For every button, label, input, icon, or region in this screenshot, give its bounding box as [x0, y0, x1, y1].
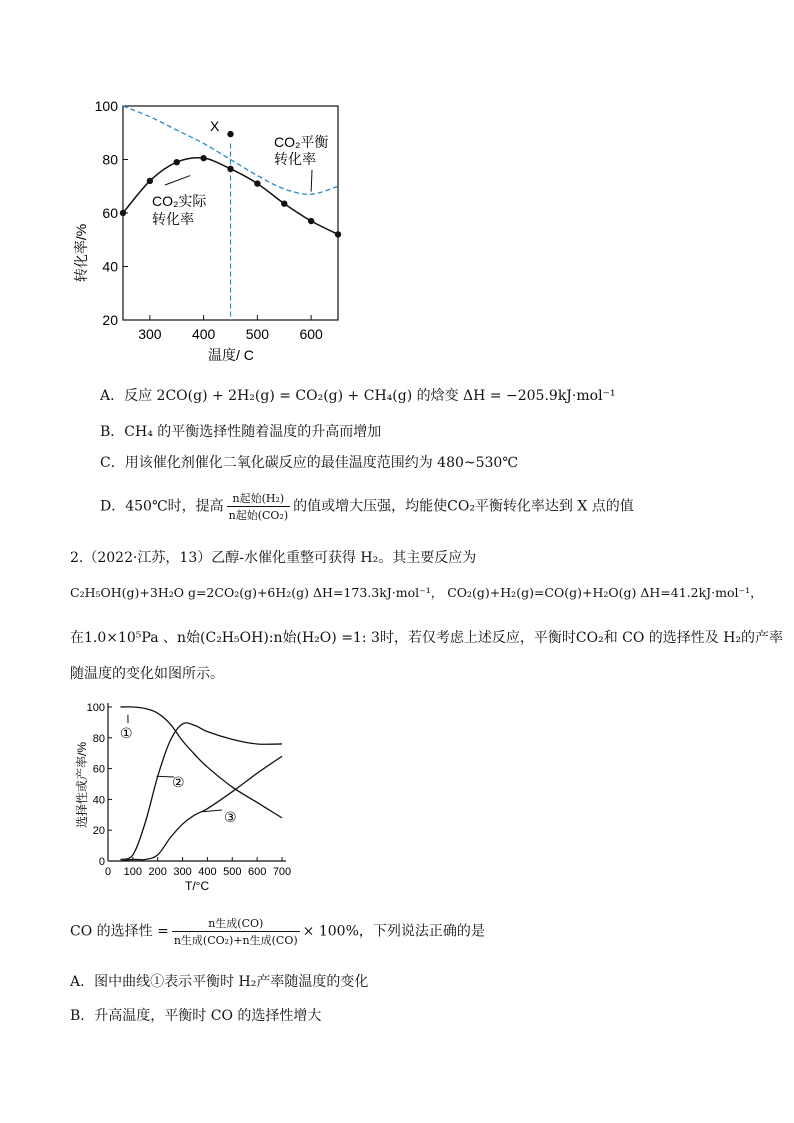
- chart2-xtick-label: 200: [148, 866, 167, 878]
- chart1-actual-point: [254, 180, 260, 186]
- chart2-xtick-label: 0: [104, 866, 112, 878]
- chart2-xtick-label: 400: [198, 866, 217, 878]
- q1-option-d-fraction: $\frac{\text{n起始(H₂)}}{\text{n起始(CO₂)}}$: [228, 492, 289, 522]
- q2-stem-1: 2.（2022·江苏，13）乙醇-水催化重整可获得 H₂。其主要反应为: [70, 550, 477, 566]
- chart2-xtick-label: 500: [223, 866, 242, 878]
- q2-option-b: B．升高温度，平衡时 CO 的选择性增大: [70, 1008, 322, 1024]
- chart2-ytick-label: 20: [92, 825, 105, 838]
- chart2-xtick-label: 100: [123, 866, 143, 878]
- q1-option-b: B．CH₄ 的平衡选择性随着温度的升高而增加: [100, 424, 382, 440]
- chart1-ytick-label: 20: [102, 312, 118, 328]
- chart2-curve-3: [120, 756, 282, 861]
- chart2-ytick-label: 100: [86, 702, 105, 714]
- chart1-xtick-label: 500: [245, 326, 270, 342]
- chart1-ytick-label: 60: [102, 205, 118, 221]
- chart1-actual-point: [281, 200, 287, 206]
- q2-stem-2: C₂H₅OH(g)+3H₂O g=2CO₂(g)+6H₂(g) ΔH=173.3kJ·mol⁻¹， CO₂(g)+H₂(g)=CO(g)+H₂O(g) ΔH=41.2kJ·mol⁻¹，: [70, 585, 763, 600]
- chart1-actual-point: [227, 166, 233, 172]
- q1-option-c: C．用该催化剂催化二氧化碳反应的最佳温度范围约为 480~530℃: [100, 455, 518, 471]
- q2-sel-post: × 100%，下列说法正确的是: [302, 923, 485, 940]
- chart1-point-x-label: X: [210, 118, 220, 134]
- q2-stem-4: 随温度的变化如图所示。: [70, 666, 224, 682]
- chart1-eq-label-1: CO₂平衡: [274, 134, 329, 150]
- chart1-ytick-label: 100: [94, 98, 118, 114]
- chart2-curve-2: [120, 723, 282, 860]
- chart1-xtick-label: 600: [299, 326, 323, 342]
- chart1-xlabel: 温度/ C: [208, 347, 254, 363]
- chart2-ylabel: 选择性或产率/%: [75, 741, 89, 829]
- chart1-actual-leader: [165, 176, 190, 185]
- chart2-xtick-label: 700: [272, 866, 292, 878]
- q1-option-a: A．反应 2CO(g) + 2H₂(g) = CO₂(g) + CH₄(g) 的焓变 ΔH = −205.9kJ·mol⁻¹: [100, 388, 616, 404]
- chart2-ytick-label: 0: [98, 856, 105, 868]
- chart1-ylabel: 转化率/%: [73, 223, 89, 283]
- chart2-ytick-label: 60: [92, 763, 105, 776]
- q2-sel-fraction: $\frac{\text{n生成(CO)}}{\text{n生成(CO₂)+n生成(CO)}}$: [173, 917, 298, 947]
- q2-selectivity-definition: [70, 915, 485, 948]
- chart2-curve-1: [120, 707, 282, 818]
- chart2-series: [120, 707, 282, 861]
- chart1-point-x: [227, 131, 233, 137]
- q1-option-d-post: 的值或增大压强，均能使CO₂平衡转化率达到 X 点的值: [293, 498, 634, 515]
- chart2-label-1: ①: [120, 725, 133, 741]
- chart2-xlabel: T/°C: [185, 879, 210, 893]
- chart2-xtick-label: 600: [247, 866, 267, 878]
- chart1-actual-point: [308, 218, 314, 224]
- q2-stem-3: 在1.0×10⁵Pa 、n始(C₂H₅OH):n始(H₂O) =1: 3时，若仅考虑上述反应，平衡时CO₂和 CO 的选择性及 H₂的产率: [70, 630, 784, 646]
- chart1-ytick-label: 80: [102, 151, 118, 168]
- chart1-actual-point: [335, 231, 341, 237]
- chart2-ytick-label: 40: [92, 794, 105, 807]
- chart1-actual-point: [200, 155, 206, 161]
- q2-sel-pre: CO 的选择性 =: [70, 923, 169, 940]
- selectivity-chart: [70, 697, 300, 897]
- q1-option-d-pre: D．450℃时，提高: [100, 498, 224, 515]
- chart1-xtick-label: 300: [138, 326, 162, 342]
- chart1-actual-point: [120, 210, 126, 216]
- chart1-eq-leader: [311, 170, 312, 192]
- chart2-axes: [87, 702, 292, 878]
- chart2-ytick-label: 80: [92, 732, 105, 745]
- chart1-actual-point: [147, 178, 153, 184]
- chart1-act-label-2: 转化率: [152, 211, 194, 227]
- q1-option-d: [100, 490, 634, 523]
- chart2-xtick-label: 300: [173, 866, 192, 878]
- conversion-chart: [70, 90, 360, 375]
- chart1-actual-point: [174, 159, 180, 165]
- chart2-label-3: ③: [224, 809, 237, 825]
- chart1-eq-label-2: 转化率: [274, 151, 316, 167]
- q2-option-a: A．图中曲线①表示平衡时 H₂产率随温度的变化: [70, 974, 369, 990]
- chart1-xtick-label: 400: [191, 326, 216, 342]
- chart1-ytick-label: 40: [102, 258, 118, 275]
- chart2-label-2: ②: [172, 774, 185, 790]
- chart1-act-label-1: CO₂实际: [152, 193, 207, 209]
